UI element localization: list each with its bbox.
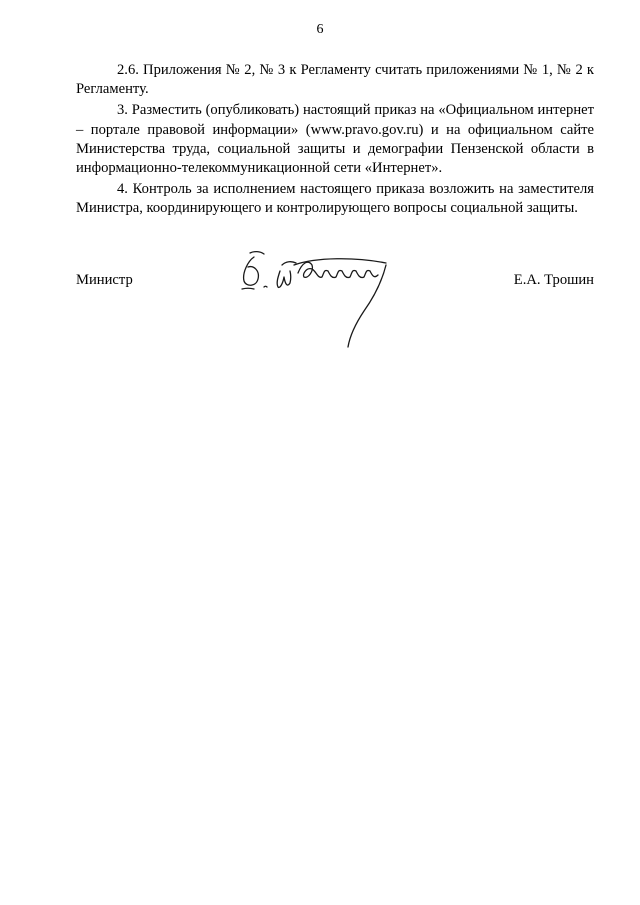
paragraph-2-6: 2.6. Приложения № 2, № 3 к Регламенту считать приложениями № 1, № 2 к Регламенту. xyxy=(76,62,594,98)
paragraph-4: 4. Контроль за исполнением настоящего приказа возложить на заместителя Министра, координирующего и контролирующего вопросы социальной защиты. xyxy=(76,181,594,217)
signatory-position: Министр xyxy=(76,272,133,288)
page-number: 6 xyxy=(316,22,324,37)
document-body xyxy=(76,61,594,221)
handwritten-signature xyxy=(236,243,400,353)
paragraph-3: 3. Разместить (опубликовать) настоящий приказ на «Официальном интернет – портале правовой информации» (www.pravo.gov.ru) и на официальном сайте Министерства труда, социальной защиты и демографии Пензенской области в информационно-телекоммуникационной сети «Интернет». xyxy=(76,102,594,177)
signatory-name: Е.А. Трошин xyxy=(513,272,594,288)
